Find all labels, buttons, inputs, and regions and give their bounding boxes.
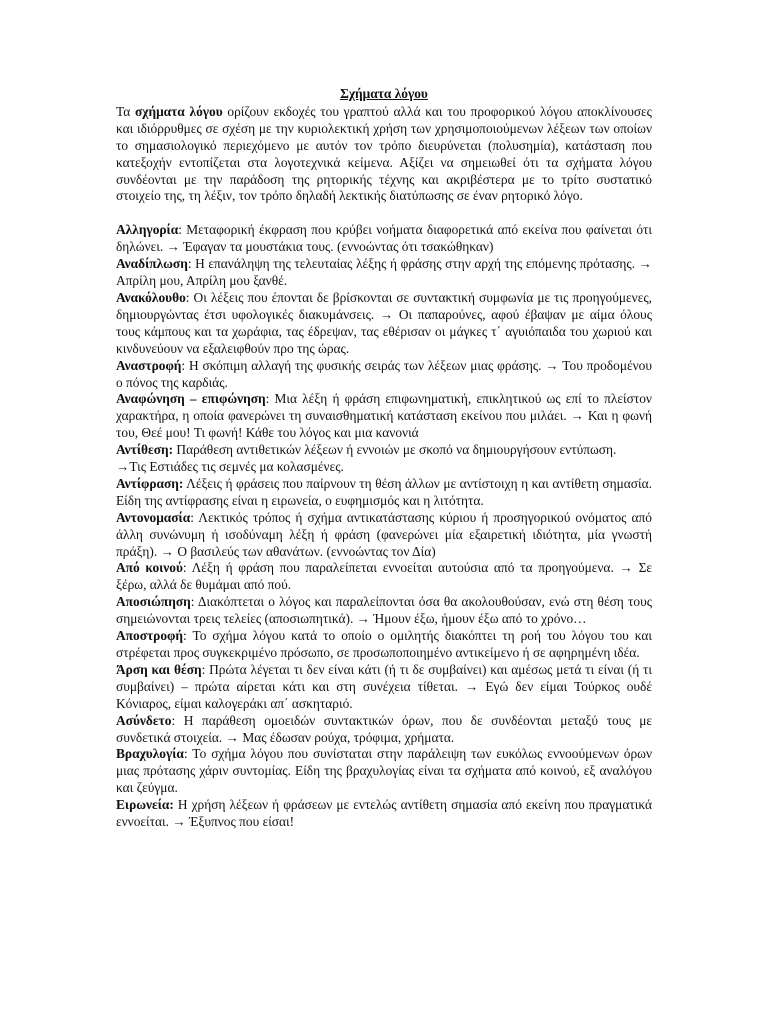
definition-entry	[116, 391, 652, 442]
definition-entry	[116, 713, 652, 747]
page-title: Σχήματα λόγου	[340, 86, 428, 101]
definition-text: : Μεταφορική έκφραση που κρύβει νοήματα διαφορετικά από εκείνα που φαίνεται ότι δηλώνει. → Έφαγαν τα μουστάκια τους. (εννοώντας ότι τσακώθηκαν)	[116, 222, 652, 255]
definition-text: : Οι λέξεις που έπονται δε βρίσκονται σε συντακτική συμφωνία με τις προηγούμενες, δημιουργώντας έτσι υφολογικές διακυμάνσεις. → Οι παπαρούνες, αφού έβαψαν με αίμα όλους τους κάμπους και τα χωράφια, τας έδρεψαν, τας εθέρισαν οι μάγκες τ΄ αγυιόπαιδα του χωριού και κινδυνεύουν να εξαλειφθούν προ της ώρας.	[116, 289, 652, 356]
definition-term: Ασύνδετο	[116, 712, 172, 728]
definition-text: : Η παράθεση ομοειδών συντακτικών όρων, που δε συνδέονται μεταξύ τους με συνδετικά στοιχεία. → Μας έδωσαν ρούχα, τρόφιμα, χρήματα.	[116, 712, 652, 745]
definition-term: Αλληγορία	[116, 222, 179, 238]
definition-entry	[116, 459, 652, 476]
definition-text: Παράθεση αντιθετικών λέξεων ή εννοιών με σκοπό να δημιουργήσουν εντύπωση.	[173, 442, 617, 458]
definition-text: : Πρώτα λέγεται τι δεν είναι κάτι (ή τι δε συμβαίνει) και αμέσως μετά τι είναι (ή τι συμβαίνει) – πρώτα αίρεται κάτι και στη συνέχεια τίθεται. → Εγώ δεν είμαι Τούρκος ουδέ Κόνιαρος, είμαι καλογεράκι απ΄ ασκηταριό.	[116, 661, 652, 711]
definitions-list	[116, 222, 652, 831]
definition-term: Ανακόλουθο	[116, 289, 186, 305]
definition-text: →Τις Εστιάδες τις σεμνές μα κολασμένες.	[116, 459, 344, 475]
definition-entry	[116, 628, 652, 662]
definition-term: Ειρωνεία:	[116, 797, 174, 813]
definition-term: Βραχυλογία	[116, 746, 184, 762]
definition-entry	[116, 560, 652, 594]
definition-term: Αντίφραση:	[116, 475, 184, 491]
definition-entry	[116, 256, 652, 290]
intro-bold-term: σχήματα λόγου	[135, 103, 223, 119]
definition-term: Αναδίπλωση	[116, 256, 188, 272]
definition-term: Αναφώνηση – επιφώνηση	[116, 391, 266, 407]
definition-term: Άρση και θέση	[116, 661, 202, 677]
definition-text: : Το σχήμα λόγου κατά το οποίο ο ομιλητής διακόπτει τη ροή του λόγου του και στρέφεται προς συγκεκριμένο πρόσωπο, σε προσωποποιημένο αντικείμενο ή σε αφηρημένη ιδέα.	[116, 628, 652, 660]
definition-entry	[116, 358, 652, 392]
definition-term: Αποστροφή	[116, 628, 183, 644]
definition-text: : Η σκόπιμη αλλαγή της φυσικής σειράς των λέξεων μιας φράσης. → Του προδομένου ο πόνος της καρδιάς.	[116, 357, 652, 390]
document-page	[116, 86, 652, 831]
definition-entry	[116, 290, 652, 358]
definition-entry	[116, 746, 652, 797]
intro-text: ορίζουν εκδοχές του γραπτού αλλά και του προφορικού λόγου αποκλίνουσες και ιδιόρρυθμες σε σχέση με την κυριολεκτική χρήση των χρησιμοποιούμενων λέξεων των οποίων το σημασιολογικό περιεχόμενο με αυτόν τον τρόπο διευρύνεται (πολυσημία), κατάσταση που κατεξοχήν εντοπίζεται στα λογοτεχνικά κείμενα. Αξίζει να σημειωθεί ότι τα σχήματα λόγου συνδέονται με την παράδοση της ρητορικής τέχνης και ακριβέστερα με το τρίτο συστατικό στοιχείο της, τη λέξιν, τον τρόπο δηλαδή λεκτικής διατύπωσης σε έναν ρητορικό λόγο.	[116, 103, 652, 204]
definition-entry	[116, 662, 652, 713]
definition-text: : Λεκτικός τρόπος ή σχήμα αντικατάστασης κύριου ή προσηγορικού ονόματος από άλλη συνώνυμη ή ισοδύναμη λέξη ή φράση (φανερώνει μία εξαιρετική ιδιότητα, μία γνωστή πράξη). → Ο βασιλεύς των αθανάτων. (εννοώντας τον Δία)	[116, 509, 652, 559]
definition-term: Αντίθεση:	[116, 442, 174, 458]
definition-entry	[116, 222, 652, 256]
definition-term: Αντονομασία	[116, 509, 191, 525]
definition-term: Αποσιώπηση	[116, 594, 191, 610]
definition-text: Λέξεις ή φράσεις που παίρνουν τη θέση άλλων με αντίστοιχη η και αντίθετη σημασία. Είδη της αντίφρασης είναι η ειρωνεία, ο ευφημισμός και η λιτότητα.	[116, 475, 652, 508]
definition-text: Η χρήση λέξεων ή φράσεων με εντελώς αντίθετη σημασία από εκείνη που πραγματικά εννοείται. → Έξυπνος που είσαι!	[116, 797, 652, 830]
definition-text: : Διακόπτεται ο λόγος και παραλείπονται όσα θα ακολουθούσαν, ενώ στη θέση τους σημειώνονται τρεις τελείες (αποσιωπητικά). → Ήμουν έξω, ήμουν έξω από το χρόνο…	[116, 594, 652, 627]
definition-text: : Το σχήμα λόγου που συνίσταται στην παράλειψη των ευκόλως εννοούμενων όρων μιας πρότασης χάριν συντομίας. Είδη της βραχυλογίας είναι τα σχήματα από κοινού, εξ αναλόγου και ζεύγμα.	[116, 746, 652, 796]
definition-entry	[116, 510, 652, 561]
definition-term: Αναστροφή	[116, 357, 182, 373]
definition-text: : Μια λέξη ή φράση επιφωνηματική, επικλητικού ως επί το πλείστον χαρακτήρα, η οποία φανερώνει τη συναισθηματική κατάσταση εκείνου που μιλάει. → Και η φωνή του, Θεέ μου! Τι φωνή! Κάθε του λόγος και μια κανονιά	[116, 391, 652, 441]
definition-entry	[116, 594, 652, 628]
intro-pre: Τα	[116, 103, 135, 119]
definition-entry	[116, 442, 652, 459]
definition-text: : Η επανάληψη της τελευταίας λέξης ή φράσης στην αρχή της επόμενης πρότασης. → Απρίλη μου, Απρίλη μου ξανθέ.	[116, 256, 652, 289]
definition-text: : Λέξη ή φράση που παραλείπεται εννοείται αυτούσια από τα προηγούμενα. → Σε ξέρω, αλλά δε θυμάμαι από πού.	[116, 560, 652, 593]
definition-term: Από κοινού	[116, 560, 183, 576]
definition-entry	[116, 476, 652, 510]
definition-entry	[116, 797, 652, 831]
intro-paragraph	[116, 104, 652, 205]
